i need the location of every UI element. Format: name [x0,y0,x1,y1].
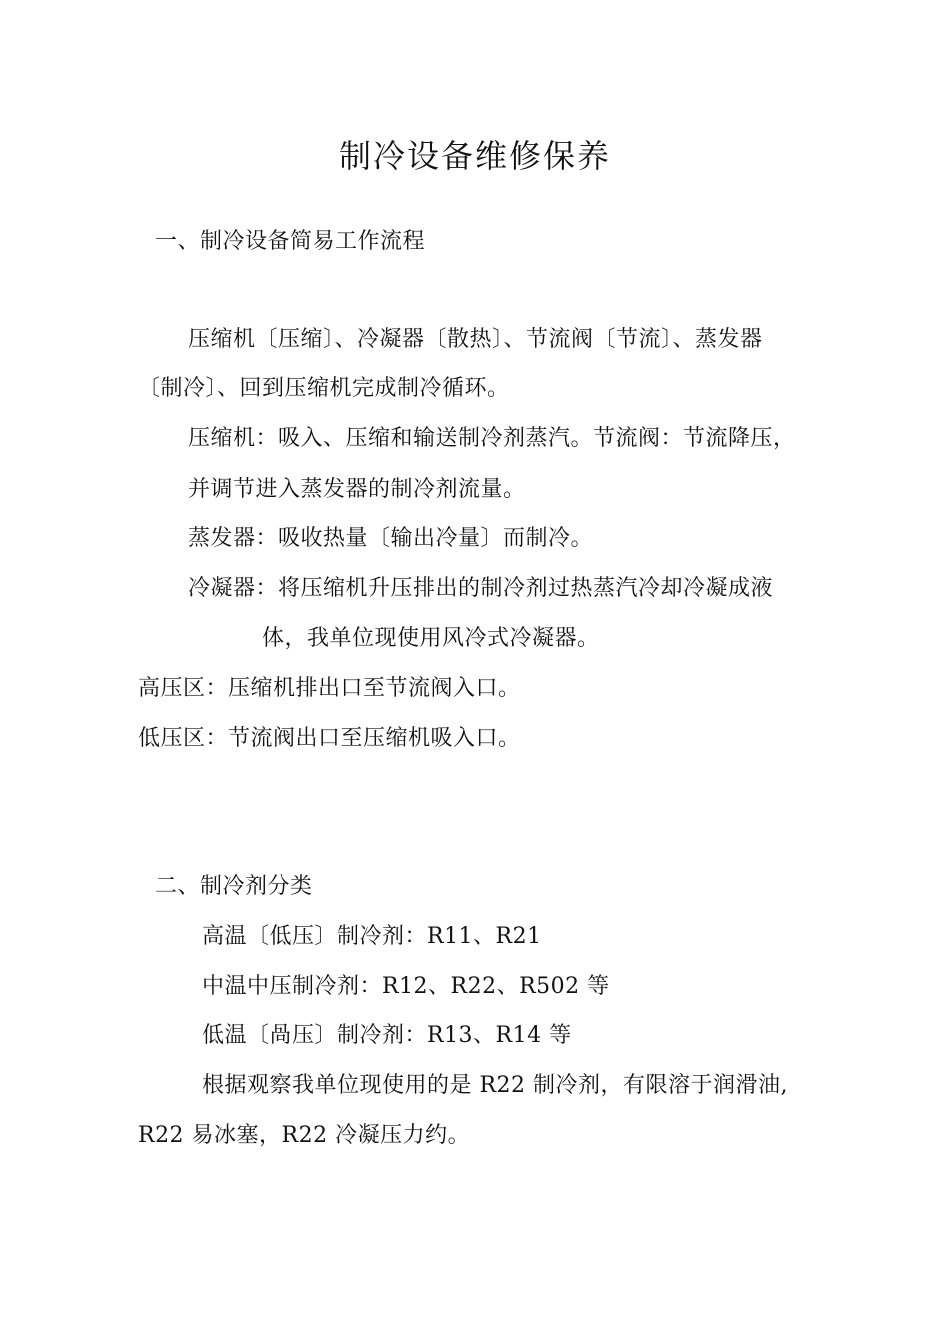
paragraph-line: 高压区：压缩机排出口至节流阀入口。 [138,676,521,701]
paragraph-line: 低温〔咼压〕制冷剂：R13、R14 等 [202,1023,572,1048]
paragraph-line: 冷凝器：将压缩机升压排出的制冷剂过热蒸汽冷却冷凝成液 [188,576,774,601]
paragraph-line: R22 易冰塞，R22 冷凝压力约。 [138,1123,471,1148]
paragraph-line: 低压区：节流阀出口至压缩机吸入口。 [138,726,521,751]
paragraph-line: 根据观察我单位现使用的是 R22 制冷剂，有限溶于润滑油, [202,1073,789,1098]
paragraph-line: 体，我单位现使用风冷式冷凝器。 [262,626,600,651]
section-2-heading: 二、制冷剂分类 [155,874,313,899]
paragraph-line: 〔制冷〕、回到压缩机完成制冷循环。 [138,376,510,401]
paragraph-line: 压缩机：吸入、压缩和输送制冷剂蒸汽。节流阀：节流降压， [188,426,796,451]
paragraph-line: 中温中压制冷剂：R12、R22、R502 等 [202,974,610,999]
paragraph-line: 蒸发器：吸收热量〔输出冷量〕而制冷。 [188,526,594,551]
paragraph-line: 压缩机〔压缩〕、冷凝器〔散热〕、节流阀〔节流〕、蒸发器 [188,327,763,352]
section-1-heading: 一、制冷设备简易工作流程 [155,229,426,254]
paragraph-line: 并调节进入蒸发器的制冷剂流量。 [188,477,526,502]
document-title: 制冷设备维修保养 [338,137,611,175]
paragraph-line: 高温〔低压〕制冷剂：R11、R21 [202,924,542,949]
